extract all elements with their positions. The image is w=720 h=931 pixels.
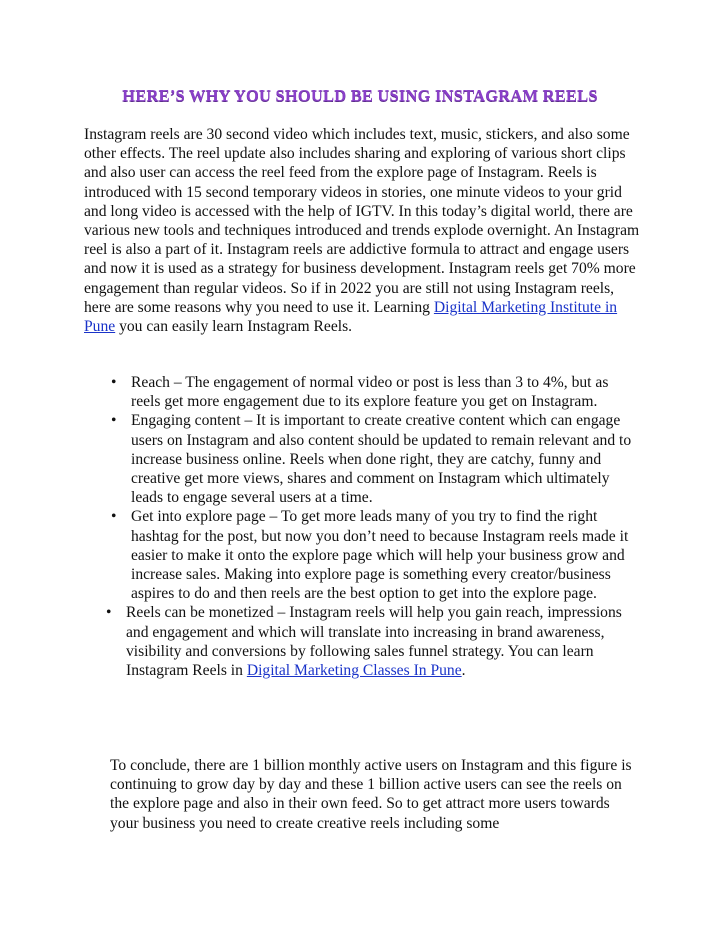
list-item-engaging-content [84, 411, 640, 507]
list-item-monetized [84, 603, 640, 680]
bullet-icon: • [111, 374, 117, 391]
classes-link[interactable]: Digital Marketing Classes In Pune [246, 662, 462, 680]
intro-text-after: you can easily learn Instagram Reels. [115, 318, 353, 336]
reasons-list [84, 373, 640, 680]
list-item-text: Engaging content – It is important to create creative content which can engage users on Instagram and also content should be updated to remain relevant and to increase business online. Reels when done right, they are catchy, funny and creative get more views, shares and comment on Instagram which ultimately leads to engage several users at a time. [131, 412, 632, 507]
intro-text-before: Instagram reels are 30 second video which includes text, music, stickers, and also some other effects. The reel update also includes sharing and exploring of various short clips and also user can access the reel feed from the explore page of Instagram. Reels is introduced with 15 second temporary videos in stories, one minute videos to your grid and long video is accessed with the help of IGTV. In this today’s digital world, there are various new tools and techniques introduced and trends explode overnight. An Instagram reel is also a part of it. Instagram reels are addictive formula to attract and engage users and now it is used as a strategy for business development. Instagram reels get 70% more engagement than regular videos. So if in 2022 you are still not using Instagram reels, here are some reasons why you need to use it. Learning [84, 126, 640, 316]
bullet-icon: • [111, 508, 117, 526]
bullet-icon: • [111, 412, 117, 430]
list-item-text-before: Reels can be monetized – Instagram reels will help you gain reach, impressions and engagement and which will translate into increasing in brand awareness, visibility and conversions by following sales funnel strategy. You can learn Instagram Reels in [126, 604, 622, 680]
list-item-explore-page [84, 507, 640, 603]
institute-link[interactable]: Digital Marketing Institute in Pune [84, 298, 618, 336]
list-item-text: Reach – The engagement of normal video or post is less than 3 to 4%, but as reels get more engagement due to its explore feature you get on Instagram. [131, 374, 609, 411]
page-title: HERE’S WHY YOU SHOULD BE USING INSTAGRAM REELS [122, 86, 598, 105]
bullet-icon: • [106, 604, 112, 622]
intro-paragraph [84, 125, 644, 336]
conclusion-paragraph: To conclude, there are 1 billion monthly active users on Instagram and this figure is continuing to grow day by day and these 1 billion active users can see the reels on the explore page and also in their own feed. So to get attract more users towards your business you need to create creative reels including some [110, 757, 632, 832]
list-item-text-after: . [461, 662, 466, 680]
list-item-reach [84, 373, 640, 411]
list-item-text: Get into explore page – To get more leads many of you try to find the right hashtag for the post, but now you don’t need to because Instagram reels made it easier to make it onto the explore page which will help your business grow and increase sales. Making into explore page is something every creator/business aspires to do and then reels are the best option to get into the explore page. [131, 508, 629, 603]
